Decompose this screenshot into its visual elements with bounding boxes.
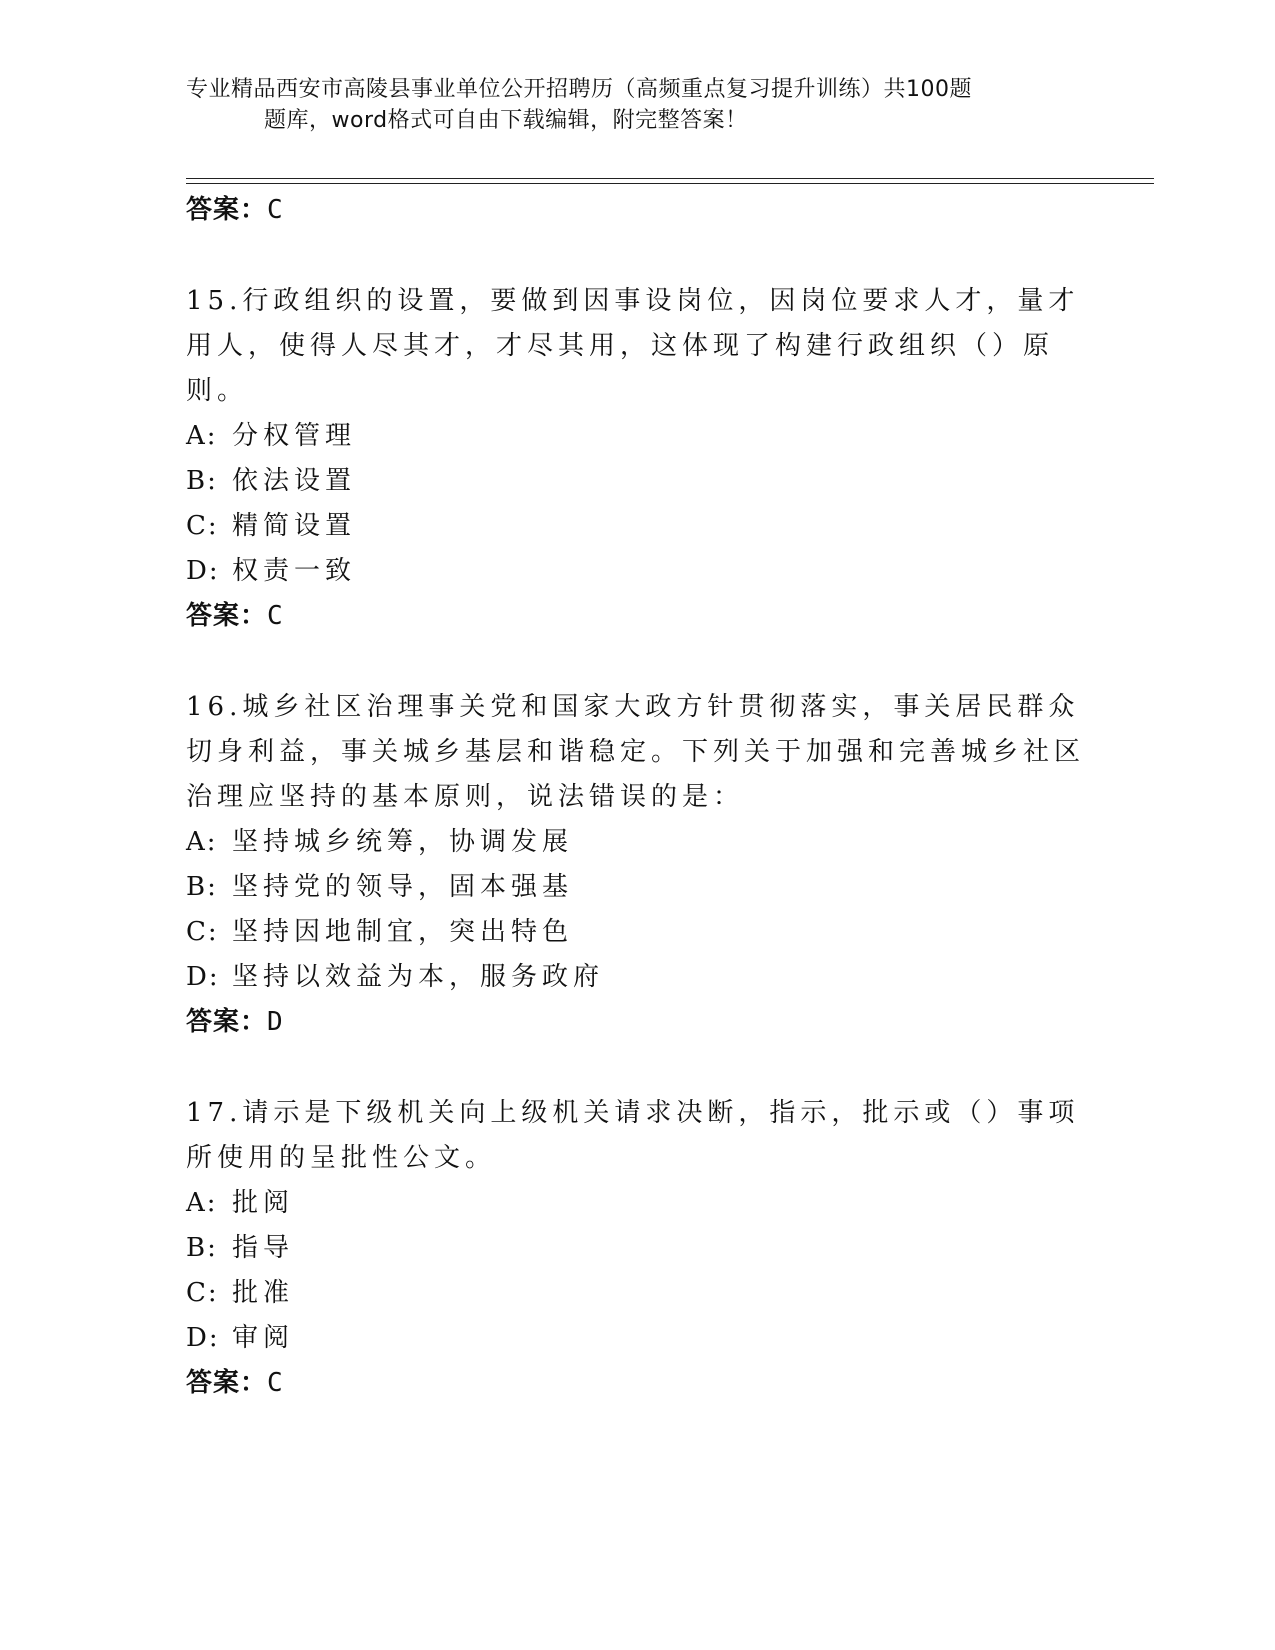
option-letter: D: <box>186 556 220 586</box>
option-text: 精简设置 <box>232 511 357 541</box>
option-letter: D: <box>186 1323 220 1353</box>
option-text: 分权管理 <box>232 421 357 451</box>
header-title-line-2: 题库，word格式可自由下载编辑，附完整答案！ <box>264 108 748 133</box>
option-letter: B: <box>186 1233 218 1263</box>
question-text: 15.行政组织的设置，要做到因事设岗位，因岗位要求人才，量才用人，使得人尽其才，才尽其用，这体现了构建行政组织（）原则。 <box>186 286 1080 406</box>
question-text: 16.城乡社区治理事关党和国家大政方针贯彻落实，事关居民群众切身利益，事关城乡基层和谐稳定。下列关于加强和完善城乡社区治理应坚持的基本原则，说法错误的是： <box>186 692 1086 812</box>
option-b <box>186 1226 1086 1271</box>
option-a <box>186 414 1086 459</box>
answer-value: C <box>267 601 284 631</box>
option-text: 坚持城乡统筹，协调发展 <box>232 827 574 857</box>
option-text: 坚持因地制宜，突出特色 <box>232 917 574 947</box>
option-c <box>186 910 1086 955</box>
option-text: 坚持党的领导，固本强基 <box>232 872 574 902</box>
answer-label: 答案： <box>186 601 268 631</box>
answer-line <box>186 188 1086 232</box>
header-title-line-1: 专业精品西安市高陵县事业单位公开招聘历（高频重点复习提升训练）共100题 <box>186 77 972 102</box>
option-text: 权责一致 <box>232 556 357 586</box>
option-d <box>186 955 1086 1000</box>
option-text: 审阅 <box>232 1323 295 1353</box>
option-c <box>186 504 1086 549</box>
question-17 <box>186 1091 1086 1405</box>
question-text: 17.请示是下级机关向上级机关请求决断，指示，批示或（）事项所使用的呈批性公文。 <box>186 1098 1080 1173</box>
option-b <box>186 459 1086 504</box>
answer-value: D <box>267 1007 284 1037</box>
option-text: 依法设置 <box>232 466 357 496</box>
header-divider-top <box>186 178 1154 179</box>
answer-label: 答案： <box>186 1368 268 1398</box>
option-letter: B: <box>186 466 218 496</box>
option-letter: D: <box>186 962 220 992</box>
answer-label: 答案： <box>186 1007 268 1037</box>
header-divider-bottom <box>186 183 1154 184</box>
option-letter: C: <box>186 917 219 947</box>
answer-line <box>186 594 1086 638</box>
option-d <box>186 1316 1086 1361</box>
option-text: 批准 <box>232 1278 295 1308</box>
option-text: 坚持以效益为本，服务政府 <box>232 962 605 992</box>
question-16 <box>186 685 1086 1044</box>
option-c <box>186 1271 1086 1316</box>
option-d <box>186 549 1086 594</box>
option-letter: A: <box>186 421 218 451</box>
option-a <box>186 1181 1086 1226</box>
option-letter: C: <box>186 511 219 541</box>
answer-value: C <box>267 1368 284 1398</box>
question-15 <box>186 279 1086 638</box>
option-letter: A: <box>186 1188 218 1218</box>
option-letter: B: <box>186 872 218 902</box>
answer-value: C <box>267 195 284 225</box>
answer-label: 答案： <box>186 195 268 225</box>
answer-line <box>186 1361 1086 1405</box>
document-header <box>186 74 1066 136</box>
option-letter: C: <box>186 1278 219 1308</box>
question-list <box>186 188 1086 1405</box>
option-text: 指导 <box>232 1233 295 1263</box>
answer-line <box>186 1000 1086 1044</box>
option-text: 批阅 <box>232 1188 295 1218</box>
option-a <box>186 820 1086 865</box>
option-letter: A: <box>186 827 218 857</box>
option-b <box>186 865 1086 910</box>
